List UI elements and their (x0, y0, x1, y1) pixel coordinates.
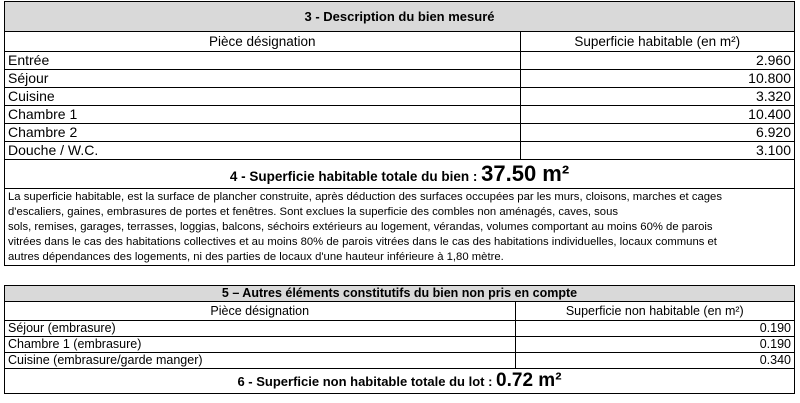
definition-line: sols, remises, garages, terrasses, loggias, balcons, séchoirs extérieurs au logement, vérandas, volumes comportant au moins 60% de parois (8, 220, 713, 233)
table-header-row (5, 32, 794, 51)
table-row (5, 123, 794, 141)
column-header-piece: Pièce désignation (5, 302, 515, 320)
section-3-title: 3 - Description du bien mesuré (5, 2, 794, 32)
non-habitable-total-label: 6 - Superficie non habitable totale du lot : (237, 373, 493, 389)
non-habitable-total-bar (5, 369, 794, 393)
definition-line: La superficie habitable, est la surface de plancher construite, après déduction des surfaces occupées par les murs, cloisons, marches et cages (8, 190, 722, 203)
column-header-surface: Superficie habitable (en m²) (520, 32, 794, 51)
table-row (5, 336, 794, 352)
room-surface: 10.800 (520, 69, 794, 87)
room-surface: 3.320 (520, 87, 794, 105)
habitable-surface-definition (5, 189, 794, 265)
table-header-row (5, 302, 794, 320)
non-habitable-surface-table (5, 302, 794, 369)
column-header-piece: Pièce désignation (5, 32, 520, 51)
habitable-total-label: 4 - Superficie habitable totale du bien : (229, 168, 478, 184)
other-elements-section (4, 285, 795, 394)
room-name: Cuisine (5, 87, 520, 105)
table-row (5, 352, 794, 368)
table-row (5, 105, 794, 123)
habitable-total-value: 37.50 m² (481, 160, 570, 186)
table-row (5, 141, 794, 159)
table-row (5, 69, 794, 87)
room-name: Séjour (embrasure) (5, 320, 515, 336)
description-section (4, 1, 795, 266)
room-name: Chambre 1 (embrasure) (5, 336, 515, 352)
definition-line: autres dépendances des logements, ni des parties de locaux d'une hauteur inférieure à 1,80 mètre. (8, 251, 504, 264)
room-surface: 3.100 (520, 141, 794, 159)
room-surface: 0.340 (515, 352, 794, 368)
room-name: Chambre 2 (5, 123, 520, 141)
habitable-surface-table (5, 32, 794, 160)
room-surface: 0.190 (515, 320, 794, 336)
room-name: Chambre 1 (5, 105, 520, 123)
table-row (5, 87, 794, 105)
habitable-total-bar (5, 160, 794, 189)
section-5-title: 5 – Autres éléments constitutifs du bien non pris en compte (5, 286, 794, 302)
room-name: Entrée (5, 51, 520, 69)
definition-line: vitrées dans le cas des habitations collectives et au moins 80% de parois vitrées dans le cas des habitations individuelles, locaux communs et (8, 236, 717, 249)
room-surface: 6.920 (520, 123, 794, 141)
room-name: Séjour (5, 69, 520, 87)
room-surface: 10.400 (520, 105, 794, 123)
table-row (5, 320, 794, 336)
room-surface: 2.960 (520, 51, 794, 69)
table-row (5, 51, 794, 69)
room-name: Cuisine (embrasure/garde manger) (5, 352, 515, 368)
non-habitable-total-value: 0.72 m² (496, 369, 562, 391)
column-header-surface: Superficie non habitable (en m²) (515, 302, 794, 320)
room-surface: 0.190 (515, 336, 794, 352)
definition-line: d'escaliers, gaines, embrasures de portes et fenêtres. Sont exclues la superficie des combles non aménagés, caves, sous (8, 205, 619, 218)
room-name: Douche / W.C. (5, 141, 520, 159)
